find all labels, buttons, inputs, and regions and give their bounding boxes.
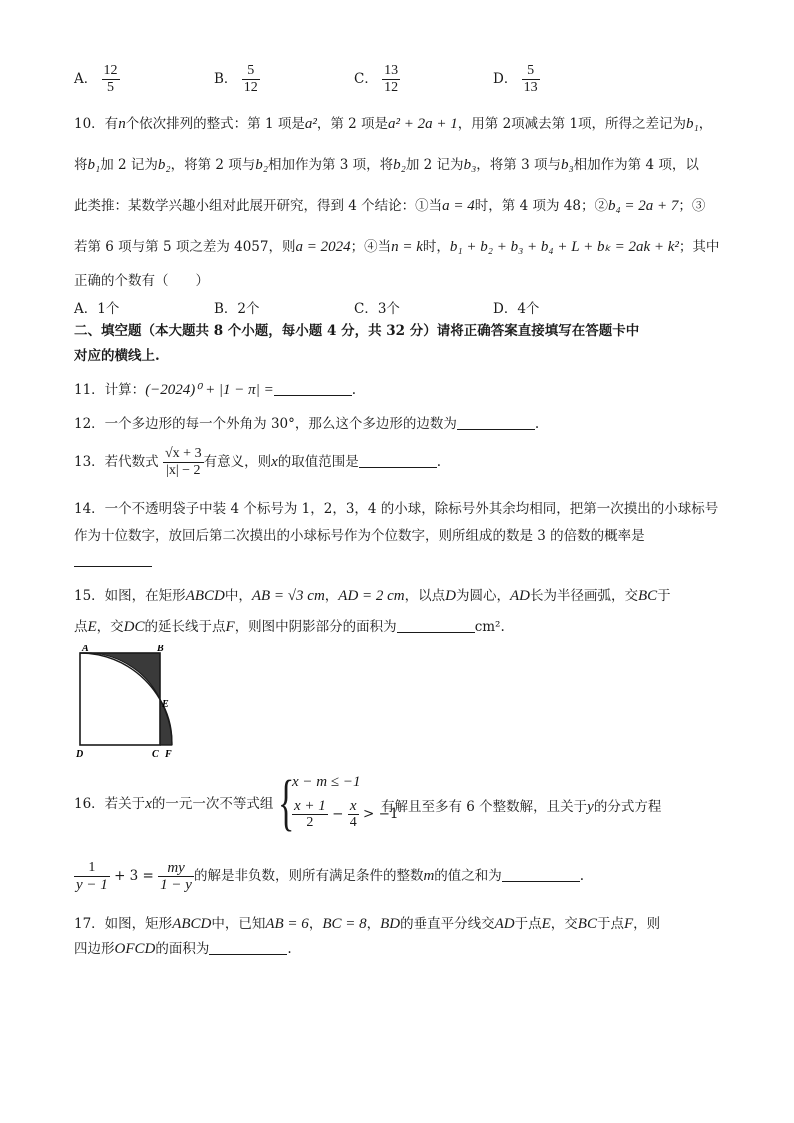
q10-line-3: 此类推：某数学兴趣小组对此展开研究，得到 4 个结论：①当a = 4时，第 4 项为 48；②b₄ = 2a + 7；③ [74,198,706,214]
label-e: E [162,699,169,710]
q14-line-1: 14．一个不透明袋子中装 4 个标号为 1，2，3，4 的小球，除标号外其余均相同，把第一次摸出的小球标号 [74,501,719,517]
q14-line-2: 作为十位数字，放回后第二次摸出的小球标号作为个位数字，则所组成的数是 3 的倍数的概率是 [74,528,645,544]
q11: 11．计算：(−2024)⁰ + |1 − π| = . [74,382,356,398]
system-brace: { [278,769,295,837]
q10-line-4: 若第 6 项与第 5 项之差为 4057，则a = 2024；④当n = k时，b₁ + b₂ + b₃ + b₄ + L + bₖ = 2ak + k²；其中 [74,239,720,255]
label-f: F [165,749,172,760]
q12: 12．一个多边形的每一个外角为 30°，那么这个多边形的边数为 . [74,416,540,432]
q17-line-2: 四边形OFCD的面积为 . [74,941,292,957]
q17-line-1: 17．如图，矩形ABCD中，已知AB = 6，BC = 8，BD的垂直平分线交AD于点E，交BC于点F，则 [74,916,661,932]
shaded-region [80,653,172,745]
label-d: D [76,749,84,760]
q15-figure [72,645,182,760]
q10-option-a: A．1个 [74,301,120,317]
q14-answer-line [74,552,152,570]
q9-option-a: A． $\frac{12}{5}$ [74,63,118,95]
q10-line-2: 将b₁加 2 记为b₂，将第 2 项与b₂相加作为第 3 项，将b₂加 2 记为b₃，将第 3 项与b₃相加作为第 4 项，以 [74,157,699,173]
section-heading-2: 对应的横线上. [74,348,160,364]
label-a: A [82,645,89,654]
q9-option-b: B． $\frac{5}{12}$ [214,63,258,95]
q16-line-1: 16．若关于x的一元一次不等式组 [74,796,274,812]
inequality-1: x − m ≤ −1 [292,774,361,790]
label-c: C [152,749,159,760]
q10-option-b: B．2个 [214,301,260,317]
q10-option-d: D．4个 [493,301,540,317]
q10-line-5: 正确的个数有（ ） [74,273,209,289]
q15-line-1: 15．如图，在矩形ABCD中，AB = √3 cm，AD = 2 cm，以点D为圆心，AD长为半径画弧，交BC于 [74,588,671,604]
q13: 13．若代数式 $\frac{√x + 3}{|x| - 2}$ 有意义，则x的取值范围是 . [74,446,442,478]
inequality-2: $\frac{x + 1}{2}$ − $\frac{x}{4}$ > −1 [294,798,399,830]
q16-line-1-tail: 有解且至多有 6 个整数解，且关于y的分式方程 [381,799,662,815]
q16-line-2: $\frac{1}{y - 1}$ + 3 = $\frac{my}{1 - y}$ 的解是非负数，则所有满足条件的整数m的值之和为 . [76,860,585,893]
q10-option-c: C．3个 [354,301,400,317]
q9-option-d: D． $\frac{5}{13}$ [493,63,538,95]
label-b: B [157,645,164,654]
q10-line-1: 10．有n个依次排列的整式：第 1 项是a²，第 2 项是a² + 2a + 1，用第 2项减去第 1项，所得之差记为b₁， [74,116,713,132]
section-heading: 二、填空题（本大题共 8 个小题，每小题 4 分，共 32 分）请将正确答案直接填写在答题卡中 [74,323,640,339]
q9-option-c: C． $\frac{13}{12}$ [354,63,399,95]
q15-line-2: 点E，交DC的延长线于点F，则图中阴影部分的面积为 cm². [74,619,505,635]
